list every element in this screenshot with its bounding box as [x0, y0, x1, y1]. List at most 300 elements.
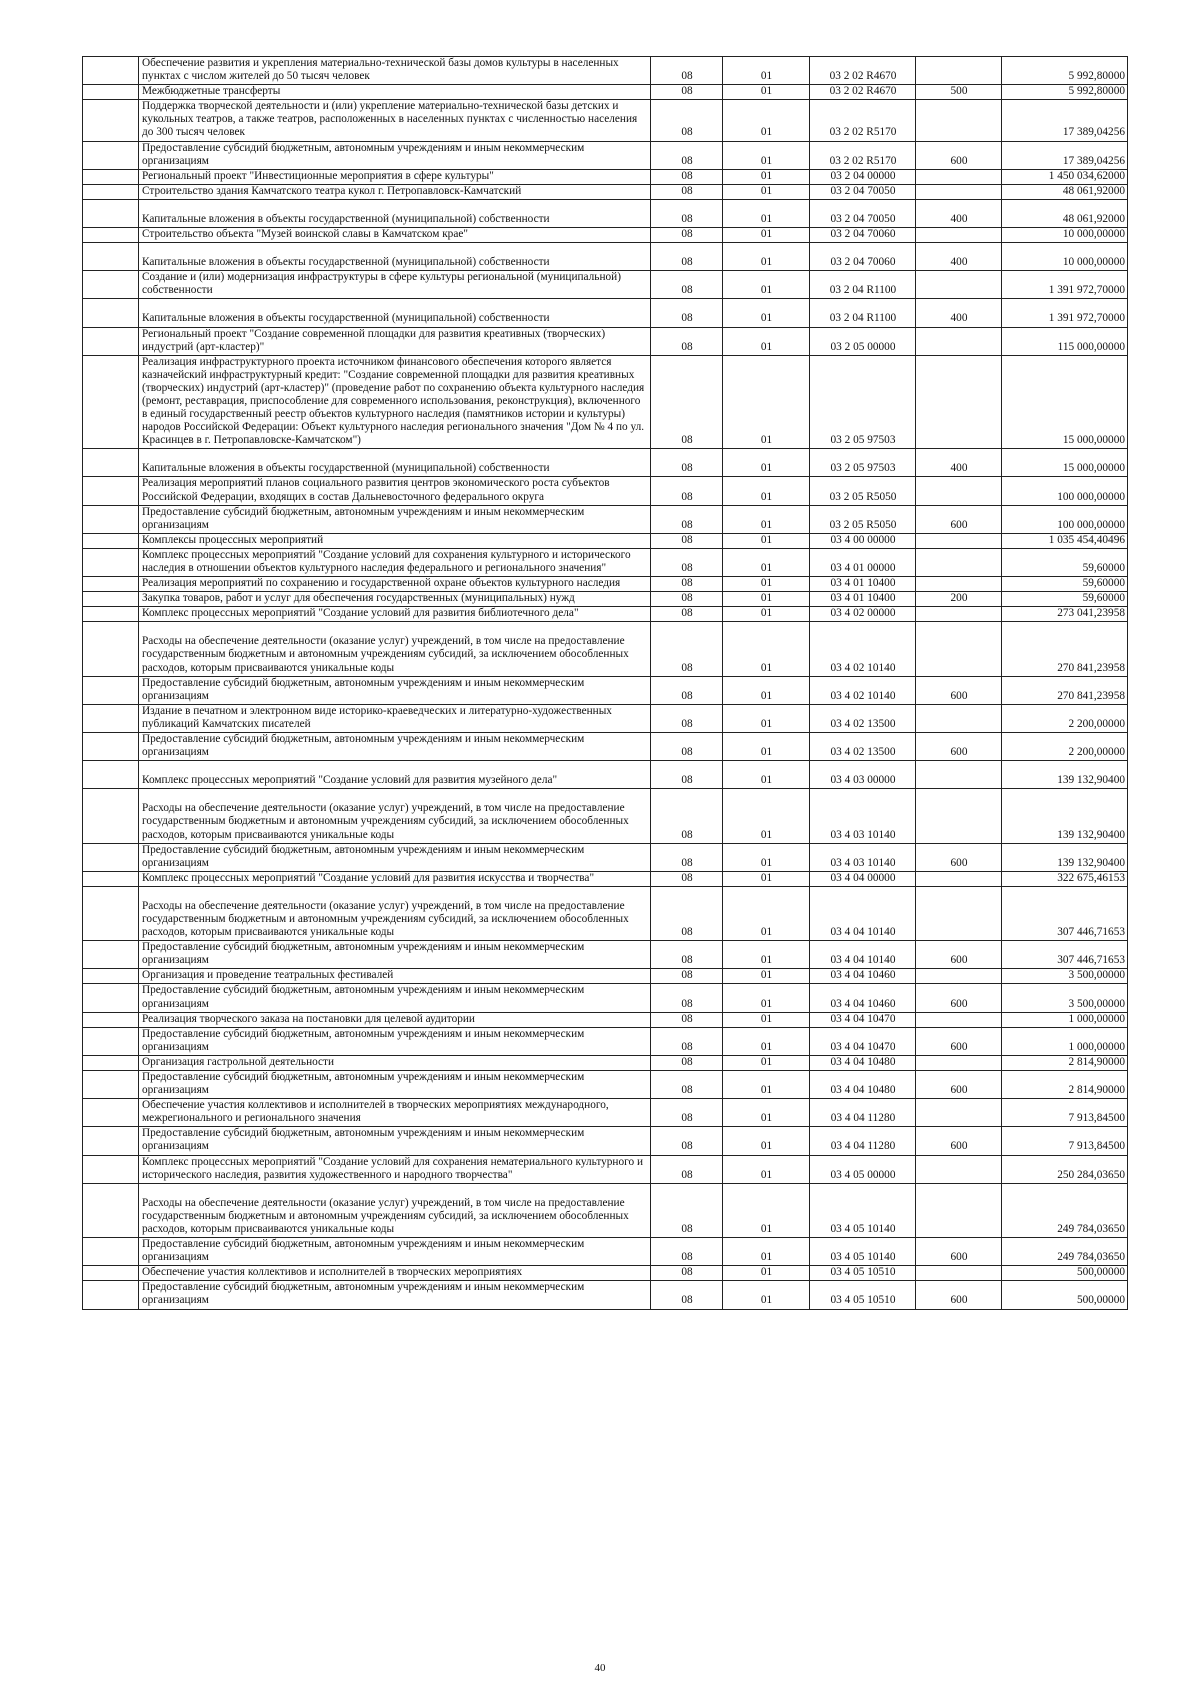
row-subsection-code-text: 01 — [760, 184, 773, 197]
row-subsection-code-text: 01 — [760, 607, 773, 620]
row-expense-type-text: 400 — [950, 312, 968, 325]
row-subsection-code-text: 01 — [760, 997, 773, 1010]
row-expense-type — [916, 505, 1002, 533]
row-target-article — [810, 355, 916, 449]
table-row — [83, 505, 1128, 533]
row-amount — [1002, 622, 1128, 676]
table-row — [83, 1027, 1128, 1055]
row-name — [139, 1055, 651, 1070]
row-section-code — [651, 607, 723, 622]
row-amount-text: 2 814,90000 — [1068, 1055, 1125, 1068]
row-target-article-text: 03 4 00 00000 — [830, 533, 896, 546]
row-amount — [1002, 1238, 1128, 1266]
row-section-code-text: 08 — [681, 1040, 693, 1053]
row-name-text: Расходы на обеспечение деятельности (оказание услуг) учреждений, в том числе на предоставление государственным бюджетным и автономным учреждениям субсидий, за исключением обособленных расходов, которым присваиваются уникальные коды — [142, 899, 629, 939]
table-row — [83, 184, 1128, 199]
row-amount — [1002, 1266, 1128, 1281]
row-blank-cell — [83, 984, 139, 1012]
row-expense-type-text: 600 — [950, 1251, 968, 1264]
row-blank-cell — [83, 228, 139, 243]
row-blank-cell — [83, 789, 139, 843]
row-subsection-code-text: 01 — [760, 169, 773, 182]
row-target-article — [810, 477, 916, 505]
row-name — [139, 1155, 651, 1183]
row-section-code — [651, 1238, 723, 1266]
row-name — [139, 1183, 651, 1237]
row-amount — [1002, 548, 1128, 576]
row-amount — [1002, 871, 1128, 886]
row-expense-type — [916, 548, 1002, 576]
row-expense-type-text: 600 — [950, 1140, 968, 1153]
row-target-article-text: 03 4 04 11280 — [830, 1112, 896, 1125]
row-blank-cell — [83, 184, 139, 199]
row-subsection-code-text: 01 — [760, 126, 773, 139]
row-section-code — [651, 592, 723, 607]
row-amount — [1002, 1099, 1128, 1127]
row-section-code — [651, 57, 723, 85]
row-target-article-text: 03 4 05 00000 — [830, 1168, 896, 1181]
row-name-text: Региональный проект "Инвестиционные мероприятия в сфере культуры" — [142, 169, 494, 182]
row-name — [139, 577, 651, 592]
row-subsection-code-text: 01 — [760, 661, 773, 674]
table-row — [83, 676, 1128, 704]
row-amount — [1002, 607, 1128, 622]
table-row — [83, 1012, 1128, 1027]
row-target-article-text: 03 4 02 10140 — [830, 689, 896, 702]
row-section-code-text: 08 — [681, 1140, 693, 1153]
row-name-text: Предоставление субсидий бюджетным, автономным учреждениям и иным некоммерческим организациям — [142, 1238, 585, 1264]
row-name-text: Комплекс процессных мероприятий "Создание условий для сохранения нематериального культурного и исторического наследия, развития художественного и народного творчества" — [142, 1155, 643, 1181]
row-expense-type-text: 600 — [950, 954, 968, 967]
row-subsection-code-text: 01 — [760, 533, 773, 546]
row-subsection-code — [723, 1238, 810, 1266]
row-amount — [1002, 1055, 1128, 1070]
row-section-code — [651, 169, 723, 184]
row-amount — [1002, 1183, 1128, 1237]
row-section-code-text: 08 — [681, 518, 693, 531]
row-section-code-text: 08 — [681, 169, 693, 182]
row-amount-text: 270 841,23958 — [1057, 661, 1125, 674]
row-section-code — [651, 1055, 723, 1070]
row-subsection-code — [723, 1183, 810, 1237]
row-blank-cell — [83, 449, 139, 477]
row-blank-cell — [83, 199, 139, 227]
row-name — [139, 886, 651, 940]
table-row — [83, 1238, 1128, 1266]
row-section-code-text: 08 — [681, 212, 693, 225]
row-target-article — [810, 1099, 916, 1127]
row-expense-type — [916, 1071, 1002, 1099]
row-subsection-code-text: 01 — [760, 1040, 773, 1053]
row-section-code — [651, 871, 723, 886]
row-target-article — [810, 789, 916, 843]
row-expense-type — [916, 843, 1002, 871]
row-subsection-code-text: 01 — [760, 562, 773, 574]
row-blank-cell — [83, 1266, 139, 1281]
row-subsection-code-text: 01 — [760, 1251, 773, 1264]
row-amount — [1002, 843, 1128, 871]
row-amount-text: 1 450 034,62000 — [1048, 169, 1125, 182]
row-name — [139, 1127, 651, 1155]
row-name-text: Расходы на обеспечение деятельности (оказание услуг) учреждений, в том числе на предоставление государственным бюджетным и автономным учреждениям субсидий, за исключением обособленных расходов, которым присваиваются уникальные коды — [142, 635, 629, 674]
row-name — [139, 355, 651, 449]
row-blank-cell — [83, 271, 139, 299]
row-amount-text: 307 446,71653 — [1057, 954, 1125, 967]
row-subsection-code — [723, 969, 810, 984]
row-name — [139, 85, 651, 100]
row-name-text: Реализация творческого заказа на постановки для целевой аудитории — [142, 1012, 475, 1025]
row-expense-type — [916, 1281, 1002, 1309]
row-section-code-text: 08 — [681, 228, 693, 241]
row-amount-text: 500,00000 — [1076, 1294, 1125, 1307]
row-amount — [1002, 477, 1128, 505]
row-section-code-text: 08 — [681, 774, 693, 787]
row-target-article — [810, 100, 916, 141]
row-blank-cell — [83, 299, 139, 327]
row-expense-type-text: 600 — [950, 746, 968, 759]
row-name-text: Обеспечение участия коллективов и исполнителей в творческих мероприятиях международного, межрегионального и регионального значения — [142, 1099, 609, 1125]
row-subsection-code-text: 01 — [760, 856, 773, 869]
row-subsection-code — [723, 355, 810, 449]
row-amount-text: 249 784,03650 — [1057, 1251, 1125, 1264]
row-blank-cell — [83, 1071, 139, 1099]
row-blank-cell — [83, 607, 139, 622]
row-amount-text: 307 446,71653 — [1057, 926, 1125, 939]
row-section-code-text: 08 — [681, 661, 693, 674]
row-section-code-text: 08 — [681, 1055, 693, 1068]
row-amount-text: 139 132,90400 — [1057, 774, 1125, 787]
row-name — [139, 141, 651, 169]
row-section-code — [651, 1266, 723, 1281]
row-name-text: Строительство объекта "Музей воинской славы в Камчатском крае" — [142, 228, 468, 241]
row-blank-cell — [83, 592, 139, 607]
row-subsection-code-text: 01 — [760, 954, 773, 967]
row-amount-text: 3 500,00000 — [1068, 997, 1125, 1010]
row-target-article — [810, 733, 916, 761]
row-expense-type — [916, 1127, 1002, 1155]
row-subsection-code-text: 01 — [760, 154, 773, 167]
row-name — [139, 533, 651, 548]
row-amount-text: 5 992,80000 — [1068, 85, 1125, 98]
row-expense-type — [916, 449, 1002, 477]
row-amount — [1002, 141, 1128, 169]
row-subsection-code-text: 01 — [760, 577, 773, 590]
row-target-article — [810, 577, 916, 592]
row-name-text: Организация гастрольной деятельности — [142, 1055, 335, 1068]
row-blank-cell — [83, 85, 139, 100]
row-target-article-text: 03 2 04 70060 — [830, 228, 896, 241]
row-section-code-text: 08 — [681, 184, 693, 197]
row-expense-type-text: 400 — [950, 256, 968, 269]
row-name — [139, 592, 651, 607]
row-expense-type — [916, 1238, 1002, 1266]
row-subsection-code — [723, 1266, 810, 1281]
row-name-text: Закупка товаров, работ и услуг для обеспечения государственных (муниципальных) нужд — [142, 592, 575, 605]
row-blank-cell — [83, 327, 139, 355]
row-section-code — [651, 271, 723, 299]
row-blank-cell — [83, 1027, 139, 1055]
row-expense-type — [916, 622, 1002, 676]
table-row — [83, 299, 1128, 327]
row-section-code-text: 08 — [681, 1168, 693, 1181]
row-subsection-code-text: 01 — [760, 774, 773, 787]
row-subsection-code-text: 01 — [760, 1294, 773, 1307]
row-blank-cell — [83, 57, 139, 85]
row-expense-type — [916, 243, 1002, 271]
row-subsection-code-text: 01 — [760, 592, 773, 605]
row-name — [139, 1099, 651, 1127]
row-subsection-code — [723, 169, 810, 184]
table-row — [83, 577, 1128, 592]
row-subsection-code — [723, 141, 810, 169]
row-section-code — [651, 1127, 723, 1155]
row-name — [139, 607, 651, 622]
row-amount-text: 59,60000 — [1082, 592, 1125, 605]
row-expense-type-text: 400 — [950, 462, 968, 475]
row-subsection-code-text: 01 — [760, 1266, 773, 1279]
row-blank-cell — [83, 1055, 139, 1070]
row-name-text: Комплекс процессных мероприятий "Создание условий для развития библиотечного дела" — [142, 607, 579, 620]
row-name-text: Расходы на обеспечение деятельности (оказание услуг) учреждений, в том числе на предоставление государственным бюджетным и автономным учреждениям субсидий, за исключением обособленных расходов, которым присваиваются уникальные коды — [142, 802, 629, 841]
row-name-text: Предоставление субсидий бюджетным, автономным учреждениям и иным некоммерческим организациям — [142, 1071, 585, 1097]
row-name-text: Создание и (или) модернизация инфраструктуры в сфере культуры региональной (муниципальной) собственности — [142, 271, 621, 297]
row-amount — [1002, 1027, 1128, 1055]
row-expense-type — [916, 941, 1002, 969]
row-target-article-text: 03 2 04 70050 — [830, 184, 896, 197]
row-amount-text: 59,60000 — [1082, 577, 1125, 590]
row-amount — [1002, 533, 1128, 548]
row-blank-cell — [83, 548, 139, 576]
row-amount-text: 100 000,00000 — [1057, 490, 1125, 503]
row-section-code-text: 08 — [681, 1222, 693, 1235]
row-name-text: Предоставление субсидий бюджетным, автономным учреждениям и иным некоммерческим организациям — [142, 984, 585, 1010]
row-amount-text: 1 000,00000 — [1068, 1012, 1125, 1025]
row-expense-type — [916, 100, 1002, 141]
row-name — [139, 941, 651, 969]
row-expense-type — [916, 141, 1002, 169]
row-target-article — [810, 169, 916, 184]
row-expense-type — [916, 228, 1002, 243]
row-expense-type — [916, 592, 1002, 607]
row-expense-type — [916, 577, 1002, 592]
row-target-article — [810, 1183, 916, 1237]
row-name — [139, 704, 651, 732]
row-target-article — [810, 1012, 916, 1027]
table-row — [83, 1183, 1128, 1237]
table-row — [83, 271, 1128, 299]
row-target-article — [810, 548, 916, 576]
row-amount — [1002, 1071, 1128, 1099]
row-name-text: Региональный проект "Создание современной площадки для развития креативных (творческих) индустрий (арт-кластер)" — [142, 327, 606, 353]
row-amount — [1002, 85, 1128, 100]
row-target-article-text: 03 2 04 R1100 — [829, 312, 897, 325]
row-name — [139, 57, 651, 85]
row-subsection-code — [723, 100, 810, 141]
row-amount — [1002, 676, 1128, 704]
row-target-article-text: 03 2 04 70060 — [830, 256, 896, 269]
row-section-code — [651, 477, 723, 505]
row-amount-text: 15 000,00000 — [1062, 434, 1125, 447]
row-target-article-text: 03 2 05 00000 — [830, 340, 896, 353]
row-amount — [1002, 704, 1128, 732]
row-section-code — [651, 704, 723, 732]
row-section-code-text: 08 — [681, 1266, 693, 1279]
row-blank-cell — [83, 761, 139, 789]
row-blank-cell — [83, 1099, 139, 1127]
row-amount-text: 2 814,90000 — [1068, 1084, 1125, 1097]
row-subsection-code — [723, 271, 810, 299]
row-expense-type — [916, 761, 1002, 789]
row-blank-cell — [83, 871, 139, 886]
row-subsection-code — [723, 577, 810, 592]
row-blank-cell — [83, 969, 139, 984]
row-target-article-text: 03 4 04 10470 — [830, 1040, 896, 1053]
row-expense-type — [916, 886, 1002, 940]
row-section-code-text: 08 — [681, 1251, 693, 1264]
row-target-article — [810, 1055, 916, 1070]
row-name — [139, 477, 651, 505]
row-amount-text: 17 389,04256 — [1062, 126, 1125, 139]
row-target-article-text: 03 4 02 13500 — [830, 717, 896, 730]
row-section-code-text: 08 — [681, 312, 693, 325]
row-subsection-code — [723, 733, 810, 761]
row-amount-text: 250 284,03650 — [1057, 1168, 1125, 1181]
table-row — [83, 199, 1128, 227]
row-amount-text: 3 500,00000 — [1068, 969, 1125, 982]
row-target-article-text: 03 4 01 10400 — [830, 577, 896, 590]
row-name — [139, 843, 651, 871]
row-target-article-text: 03 2 05 97503 — [830, 462, 896, 475]
row-name-text: Комплексы процессных мероприятий — [142, 533, 324, 546]
row-section-code — [651, 843, 723, 871]
row-target-article — [810, 243, 916, 271]
row-expense-type-text: 200 — [950, 592, 968, 605]
row-name — [139, 1071, 651, 1099]
row-amount — [1002, 886, 1128, 940]
row-expense-type — [916, 984, 1002, 1012]
row-subsection-code-text: 01 — [760, 1055, 773, 1068]
row-amount-text: 1 000,00000 — [1068, 1040, 1125, 1053]
row-section-code-text: 08 — [681, 828, 693, 841]
row-subsection-code — [723, 1155, 810, 1183]
row-expense-type — [916, 271, 1002, 299]
row-target-article — [810, 676, 916, 704]
row-name-text: Предоставление субсидий бюджетным, автономным учреждениям и иным некоммерческим организациям — [142, 141, 585, 167]
row-blank-cell — [83, 533, 139, 548]
row-subsection-code-text: 01 — [760, 85, 773, 98]
row-name — [139, 733, 651, 761]
table-row — [83, 243, 1128, 271]
table-row — [83, 607, 1128, 622]
row-name-text: Реализация мероприятий планов социального развития центров экономического роста субъектов Российской Федерации, входящих в состав Дальневосточного федерального округа — [142, 477, 610, 503]
row-expense-type — [916, 789, 1002, 843]
row-name — [139, 228, 651, 243]
row-name — [139, 984, 651, 1012]
row-subsection-code — [723, 1071, 810, 1099]
row-section-code — [651, 199, 723, 227]
row-name-text: Реализация инфраструктурного проекта источником финансового обеспечения которого является казначейский инфраструктурный кредит: "Создание современной площадки для развития креативных (творческих) индустрий (арт-кластер)" (проведение работ по сохранению объекта культурного наследия (ремонт, реставрация, приспособление для современного использования, реконструкция), включенного в единый государственный реестр объектов культурного наследия (памятников истории и культуры) народов Российской Федерации: Объект культурного наследия регионального значения "Дом № 4 по ул. Красинцев в г. Петропавловске-Камчатском") — [142, 355, 645, 447]
row-amount-text: 322 675,46153 — [1057, 871, 1125, 884]
row-expense-type — [916, 704, 1002, 732]
row-target-article — [810, 271, 916, 299]
budget-table — [82, 56, 1128, 1310]
table-row — [83, 85, 1128, 100]
row-blank-cell — [83, 1155, 139, 1183]
row-section-code — [651, 969, 723, 984]
row-subsection-code-text: 01 — [760, 689, 773, 702]
row-target-article — [810, 327, 916, 355]
row-name — [139, 1027, 651, 1055]
row-subsection-code — [723, 299, 810, 327]
row-subsection-code — [723, 449, 810, 477]
row-section-code — [651, 449, 723, 477]
row-target-article-text: 03 4 02 13500 — [830, 746, 896, 759]
row-name — [139, 761, 651, 789]
row-target-article — [810, 1281, 916, 1309]
row-name — [139, 243, 651, 271]
row-section-code-text: 08 — [681, 607, 693, 620]
row-expense-type — [916, 969, 1002, 984]
row-name — [139, 100, 651, 141]
row-section-code — [651, 622, 723, 676]
row-target-article — [810, 1238, 916, 1266]
row-section-code — [651, 85, 723, 100]
table-row — [83, 477, 1128, 505]
row-amount — [1002, 761, 1128, 789]
row-target-article — [810, 1266, 916, 1281]
row-section-code-text: 08 — [681, 434, 693, 447]
row-subsection-code-text: 01 — [760, 1112, 773, 1125]
row-name-text: Предоставление субсидий бюджетным, автономным учреждениям и иным некоммерческим организациям — [142, 733, 585, 759]
row-subsection-code — [723, 533, 810, 548]
row-amount — [1002, 100, 1128, 141]
row-expense-type-text: 600 — [950, 997, 968, 1010]
row-target-article — [810, 141, 916, 169]
row-target-article — [810, 622, 916, 676]
row-target-article-text: 03 2 05 97503 — [830, 434, 896, 447]
row-target-article-text: 03 2 02 R4670 — [829, 85, 897, 98]
row-amount-text: 7 913,84500 — [1068, 1140, 1125, 1153]
row-expense-type-text: 600 — [950, 518, 968, 531]
row-expense-type-text: 600 — [950, 1084, 968, 1097]
row-expense-type-text: 500 — [950, 85, 968, 98]
row-target-article-text: 03 4 04 10480 — [830, 1055, 896, 1068]
row-target-article — [810, 761, 916, 789]
row-amount — [1002, 1012, 1128, 1027]
row-blank-cell — [83, 141, 139, 169]
table-row — [83, 57, 1128, 85]
row-expense-type-text: 600 — [950, 1040, 968, 1053]
row-section-code — [651, 761, 723, 789]
row-amount-text: 10 000,00000 — [1062, 228, 1125, 241]
row-name-text: Комплекс процессных мероприятий "Создание условий для сохранения культурного и исторического наследия в отношении объектов культурного наследия федерального и регионального значения" — [142, 548, 631, 574]
row-subsection-code — [723, 676, 810, 704]
row-target-article-text: 03 4 04 10140 — [830, 926, 896, 939]
row-blank-cell — [83, 676, 139, 704]
row-expense-type-text: 600 — [950, 689, 968, 702]
row-name-text: Предоставление субсидий бюджетным, автономным учреждениям и иным некоммерческим организациям — [142, 1127, 585, 1153]
row-expense-type — [916, 85, 1002, 100]
row-name-text: Организация и проведение театральных фестивалей — [142, 969, 394, 982]
row-amount — [1002, 505, 1128, 533]
row-amount-text: 249 784,03650 — [1057, 1222, 1125, 1235]
row-amount-text: 2 200,00000 — [1068, 746, 1125, 759]
table-row — [83, 1266, 1128, 1281]
table-row — [83, 843, 1128, 871]
row-section-code — [651, 548, 723, 576]
row-target-article-text: 03 4 02 00000 — [830, 607, 896, 620]
row-amount-text: 1 391 972,70000 — [1048, 312, 1125, 325]
